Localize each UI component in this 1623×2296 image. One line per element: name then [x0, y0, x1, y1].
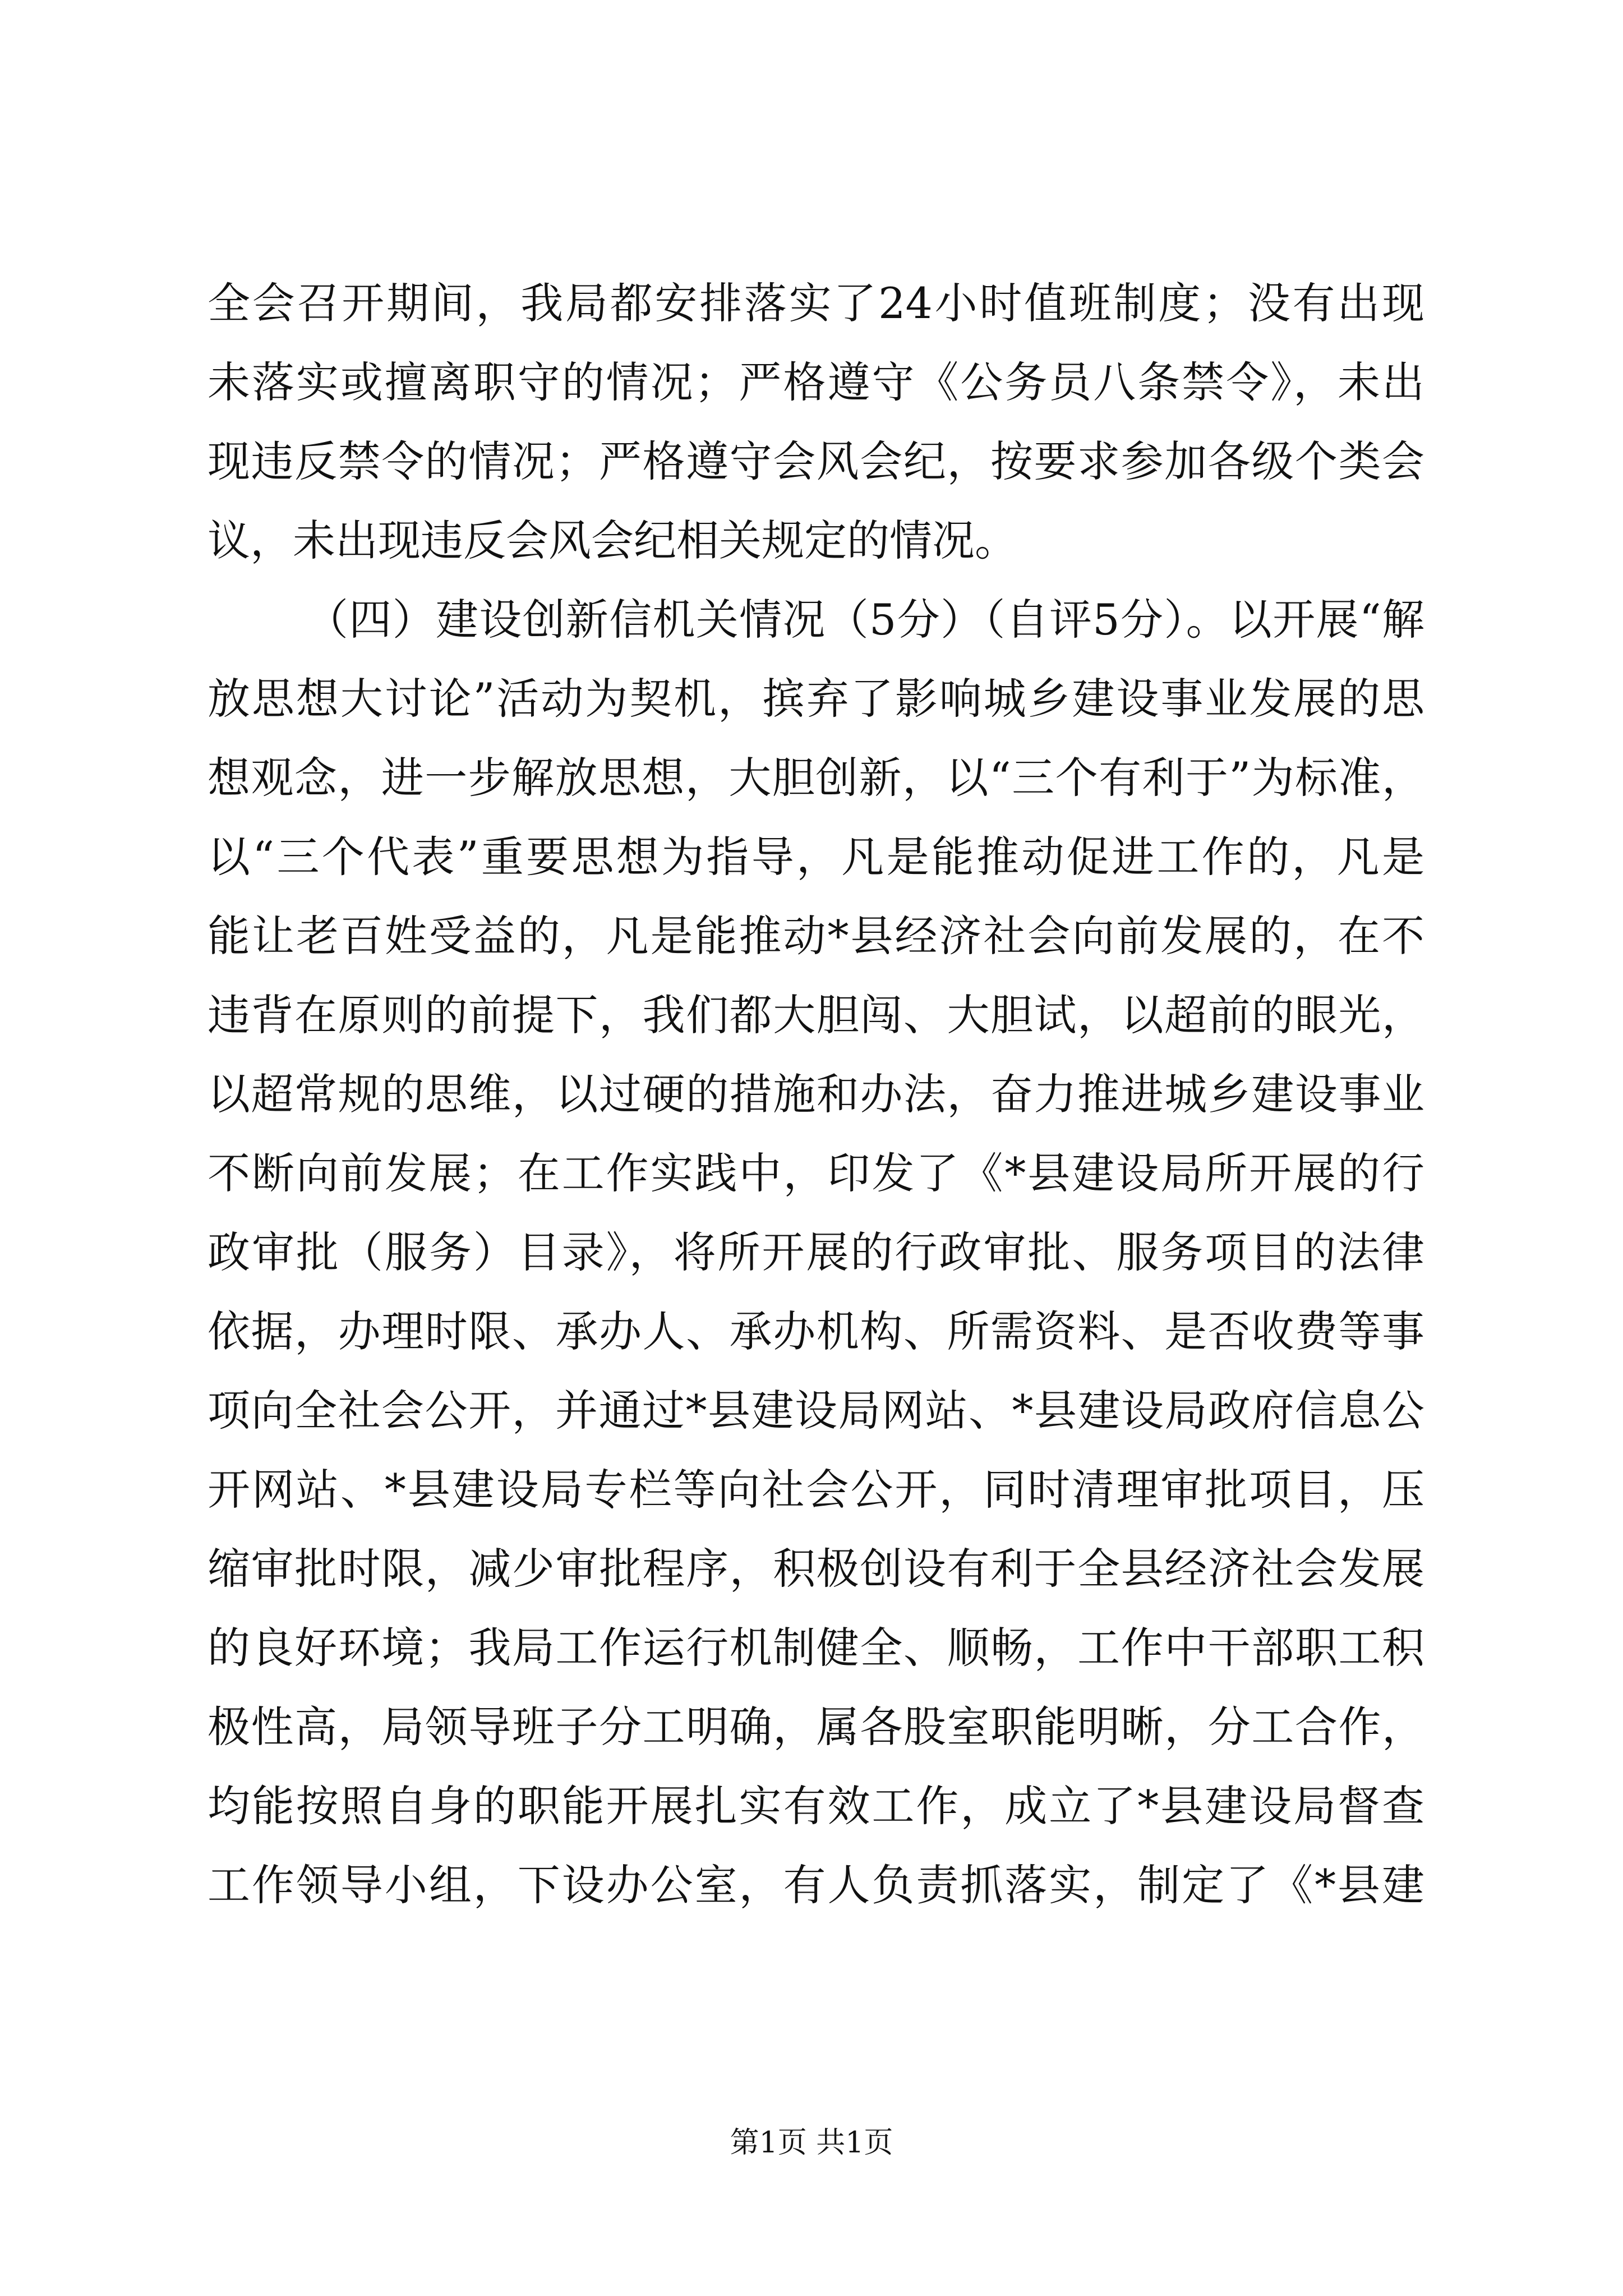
text-line: 极性高，局领导班子分工明确，属各股室职能明晰，分工合作， [208, 1702, 1424, 1752]
text-line: 开网站、*县建设局专栏等向社会公开，同时清理审批项目，压 [208, 1465, 1424, 1515]
text-line: 以“三个代表”重要思想为指导，凡是能推动促进工作的，凡是 [208, 832, 1424, 882]
text-line: 违背在原则的前提下，我们都大胆闯、大胆试，以超前的眼光， [208, 990, 1424, 1040]
text-line: 的良好环境；我局工作运行机制健全、顺畅，工作中干部职工积 [208, 1623, 1424, 1673]
text-line: 议，未出现违反会风会纪相关规定的情况。 [208, 516, 1017, 565]
text-line: 现违反禁令的情况；严格遵守会风会纪，按要求参加各级个类会 [208, 436, 1424, 486]
text-line: 以超常规的思维，以过硬的措施和办法，奋力推进城乡建设事业 [208, 1069, 1424, 1119]
text-line: 依据，办理时限、承办人、承办机构、所需资料、是否收费等事 [208, 1306, 1424, 1356]
text-line: 工作领导小组，下设办公室，有人负责抓落实，制定了《*县建 [208, 1860, 1424, 1910]
text-line: 想观念，进一步解放思想，大胆创新，以“三个有利于”为标准， [208, 753, 1424, 803]
text-line: 放思想大讨论”活动为契机，摈弃了影响城乡建设事业发展的思 [208, 674, 1424, 724]
page-footer [0, 2123, 1623, 2162]
text-line: 能让老百姓受益的，凡是能推动*县经济社会向前发展的，在不 [208, 911, 1424, 961]
text-line: 全会召开期间，我局都安排落实了24小时值班制度；没有出现 [208, 278, 1424, 328]
paragraph-start-line: （四）建设创新信机关情况（5分）（自评5分）。以开展“解 [306, 595, 1424, 645]
text-line: 政审批（服务）目录》，将所开展的行政审批、服务项目的法律 [208, 1227, 1424, 1277]
text-line: 不断向前发展；在工作实践中，印发了《*县建设局所开展的行 [208, 1148, 1424, 1198]
text-line: 项向全社会公开，并通过*县建设局网站、*县建设局政府信息公 [208, 1386, 1424, 1435]
text-line: 均能按照自身的职能开展扎实有效工作，成立了*县建设局督查 [208, 1781, 1424, 1831]
text-line: 缩审批时限，减少审批程序，积极创设有利于全县经济社会发展 [208, 1544, 1424, 1594]
page-number-label: 第1页 共1页 [730, 2126, 893, 2160]
document-body [208, 264, 1424, 1925]
text-line: 未落实或擅离职守的情况；严格遵守《公务员八条禁令》，未出 [208, 357, 1424, 407]
